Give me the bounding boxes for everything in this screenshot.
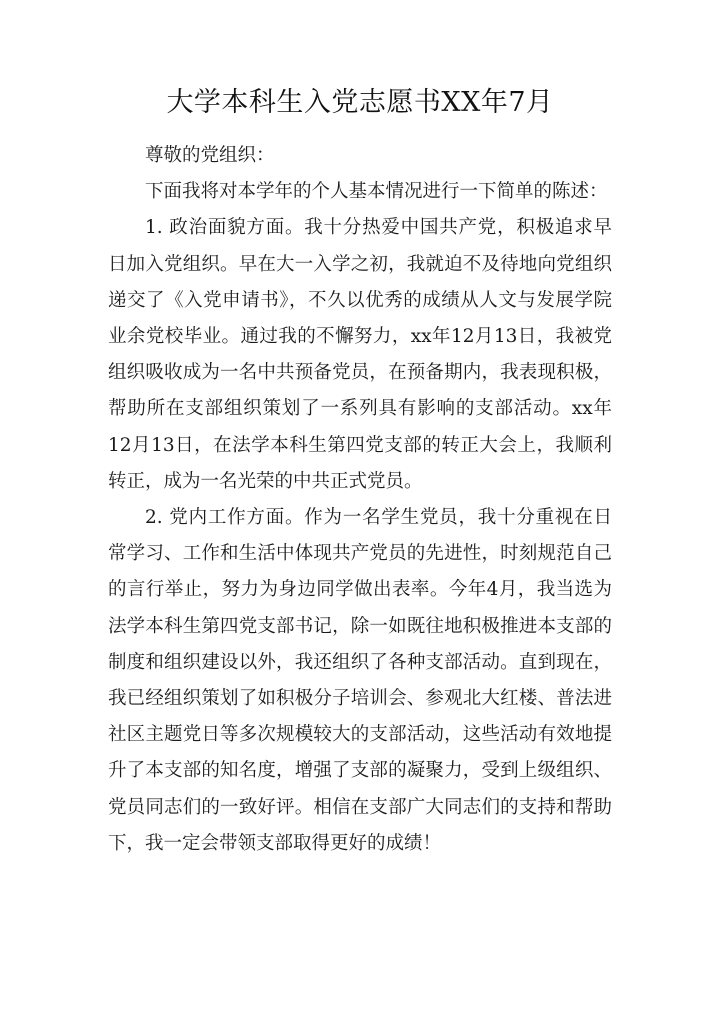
salutation: 尊敬的党组织：: [145, 145, 275, 166]
document-body: [108, 138, 612, 862]
paragraph-political-status: 1. 政治面貌方面。我十分热爱中国共产党，积极追求早日加入党组织。早在大一入学之初，我就迫不及待地向党组织递交了《入党申请书》，不久以优秀的成绩从人文与发展学院业余党校毕业。通过我的不懈努力，xx年12月13日，我被党组织吸收成为一名中共预备党员，在预备期内，我表现积极，帮助所在支部组织策划了一系列具有影响的支部活动。xx年12月13日，在法学本科生第四党支部的转正大会上，我顺利转正，成为一名光荣的中共正式党员。: [108, 217, 612, 492]
document-title: 大学本科生入党志愿书XX年7月: [166, 87, 554, 118]
paragraph-party-work: 2. 党内工作方面。作为一名学生党员，我十分重视在日常学习、工作和生活中体现共产党员的先进性，时刻规范自己的言行举止，努力为身边同学做出表率。今年4月，我当选为法学本科生第四党支部书记，除一如既往地积极推进本支部的制度和组织建设以外，我还组织了各种支部活动。直到现在，我已经组织策划了如积极分子培训会、参观北大红楼、普法进社区主题党日等多次规模较大的支部活动，这些活动有效地提升了本支部的知名度，增强了支部的凝聚力，受到上级组织、党员同志们的一致好评。相信在支部广大同志们的支持和帮助下，我一定会带领支部取得更好的成绩！: [108, 507, 612, 854]
paragraph-intro: 下面我将对本学年的个人基本情况进行一下简单的陈述：: [145, 181, 608, 203]
